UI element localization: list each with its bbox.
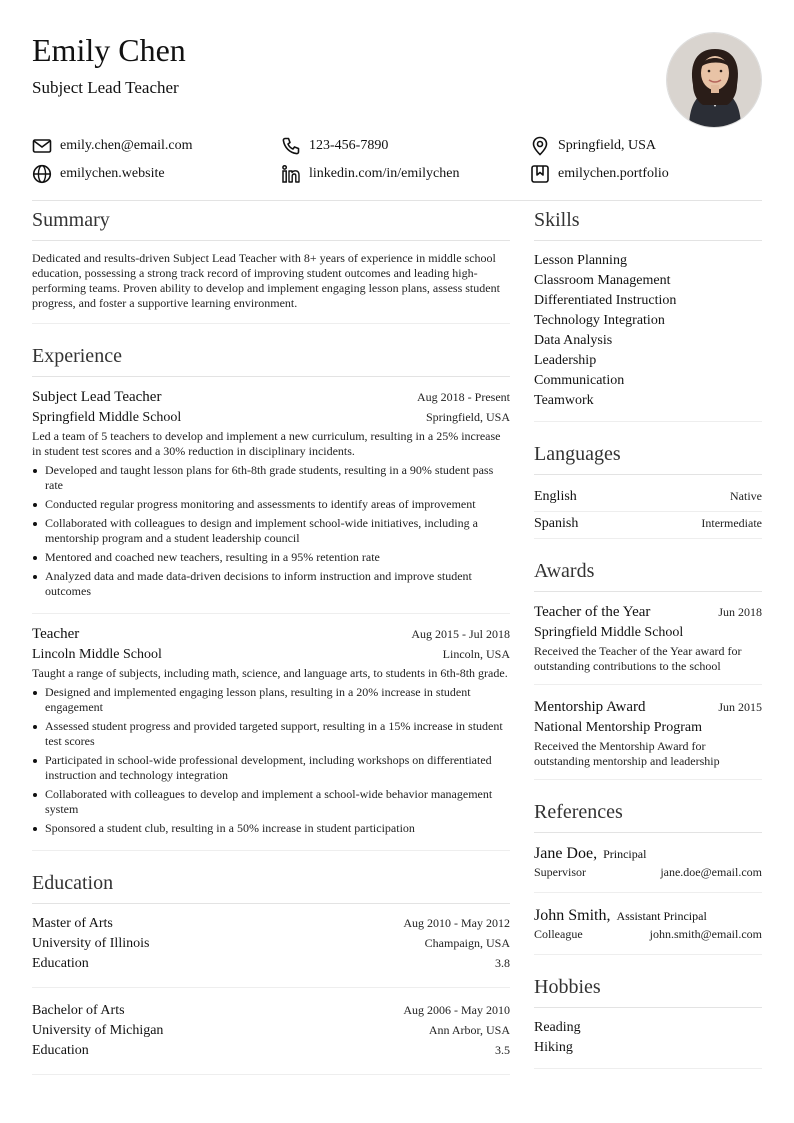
award-entry xyxy=(534,602,762,685)
contact-email-text: emily.chen@email.com xyxy=(60,138,193,153)
language-item xyxy=(534,512,762,539)
reference-name: John Smith, xyxy=(534,907,611,924)
achievement-item: Developed and taught lesson plans for 6th-8th grade students, resulting in a 90% student pass rate xyxy=(32,463,510,493)
education-heading: Education xyxy=(32,869,510,904)
hobbies-heading: Hobbies xyxy=(534,973,762,1008)
references-heading: References xyxy=(534,798,762,833)
award-date: Jun 2018 xyxy=(718,605,762,619)
school-location: Champaign, USA xyxy=(424,936,510,950)
contact-website[interactable] xyxy=(32,161,165,187)
job-dates: Aug 2018 - Present xyxy=(417,390,510,404)
achievement-item: Assessed student progress and provided targeted support, resulting in a 15% increase in student test scores xyxy=(32,719,510,749)
globe-icon xyxy=(32,164,52,184)
job-achievements xyxy=(32,463,510,599)
experience-section xyxy=(32,342,510,851)
award-organization: Springfield Middle School xyxy=(534,625,684,640)
languages-section xyxy=(534,440,762,539)
skill-item: Technology Integration xyxy=(534,313,665,328)
degree: Bachelor of Arts xyxy=(32,1003,125,1018)
side-column xyxy=(534,206,762,1087)
field-of-study: Education xyxy=(32,956,89,971)
job-description: Led a team of 5 teachers to develop and implement a new curriculum, resulting in a 25% increase in student test scores and a 30% reduction in disciplinary incidents. xyxy=(32,429,501,458)
contact-phone-text: 123-456-7890 xyxy=(309,138,389,153)
field-of-study: Education xyxy=(32,1043,89,1058)
award-title: Mentorship Award xyxy=(534,699,646,715)
reference-position: Principal xyxy=(603,847,647,861)
contact-location-text: Springfield, USA xyxy=(558,138,656,153)
achievement-item: Mentored and coached new teachers, resulting in a 95% retention rate xyxy=(32,550,510,565)
experience-entry xyxy=(32,387,510,614)
reference-name: Jane Doe, xyxy=(534,845,598,862)
job-role: Teacher xyxy=(32,626,80,642)
education-dates: Aug 2006 - May 2010 xyxy=(403,1003,510,1017)
header-divider xyxy=(32,200,762,201)
skill-item: Communication xyxy=(534,373,625,388)
language-level: Intermediate xyxy=(701,516,762,530)
education-dates: Aug 2010 - May 2012 xyxy=(403,916,510,930)
gpa: 3.5 xyxy=(495,1043,510,1057)
award-title: Teacher of the Year xyxy=(534,604,651,620)
job-achievements xyxy=(32,685,510,836)
achievement-item: Designed and implemented engaging lesson plans, resulting in a 20% increase in student engagement xyxy=(32,685,510,715)
candidate-title: Subject Lead Teacher xyxy=(32,78,179,97)
main-column xyxy=(32,206,510,1093)
contact-portfolio-text: emilychen.portfolio xyxy=(558,166,669,181)
reference-relation: Colleague xyxy=(534,927,583,941)
job-role: Subject Lead Teacher xyxy=(32,389,162,405)
language-level: Native xyxy=(730,489,762,503)
reference-email[interactable]: jane.doe@email.com xyxy=(660,865,762,879)
school-location: Ann Arbor, USA xyxy=(428,1023,510,1037)
contact-location xyxy=(530,133,656,159)
degree: Master of Arts xyxy=(32,916,113,931)
summary-section xyxy=(32,206,510,324)
education-section xyxy=(32,869,510,1075)
award-description: Received the Mentorship Award for outstanding mentorship and leadership xyxy=(534,739,720,768)
achievement-item: Collaborated with colleagues to design and implement school-wide initiatives, including a mentorship program and a student leadership council xyxy=(32,516,510,546)
experience-heading: Experience xyxy=(32,342,510,377)
skill-item: Differentiated Instruction xyxy=(534,293,677,308)
location-pin-icon xyxy=(530,136,550,156)
hobbies-list xyxy=(534,1018,762,1069)
achievement-item: Conducted regular progress monitoring and assessments to identify areas of improvement xyxy=(32,497,510,512)
mail-icon xyxy=(32,136,52,156)
reference-email[interactable]: john.smith@email.com xyxy=(649,927,762,941)
skills-list xyxy=(534,251,762,422)
education-entry xyxy=(32,1001,510,1075)
job-location: Lincoln, USA xyxy=(442,647,510,661)
references-section xyxy=(534,798,762,955)
school: University of Illinois xyxy=(32,936,150,951)
school: University of Michigan xyxy=(32,1023,164,1038)
skill-item: Lesson Planning xyxy=(534,253,627,268)
achievement-item: Analyzed data and made data-driven decisions to inform instruction and improve student outcomes xyxy=(32,569,510,599)
job-description: Taught a range of subjects, including math, science, and language arts, to students in 6th-8th grade. xyxy=(32,666,508,680)
education-entry xyxy=(32,914,510,988)
language-name: Spanish xyxy=(534,516,579,531)
award-organization: National Mentorship Program xyxy=(534,720,702,735)
linkedin-icon xyxy=(281,164,301,184)
skills-section xyxy=(534,206,762,422)
job-dates: Aug 2015 - Jul 2018 xyxy=(411,627,510,641)
contact-phone[interactable] xyxy=(281,133,388,159)
contact-linkedin[interactable] xyxy=(281,161,459,187)
job-organization: Lincoln Middle School xyxy=(32,647,162,662)
job-location: Springfield, USA xyxy=(426,410,510,424)
skill-item: Classroom Management xyxy=(534,273,671,288)
candidate-name: Emily Chen xyxy=(32,32,186,68)
skill-item: Leadership xyxy=(534,353,597,368)
awards-heading: Awards xyxy=(534,557,762,592)
achievement-item: Collaborated with colleagues to develop and implement a school-wide behavior management system xyxy=(32,787,510,817)
resume-header xyxy=(32,30,762,130)
contact-website-text: emilychen.website xyxy=(60,166,165,181)
contact-portfolio[interactable] xyxy=(530,161,669,187)
summary-text: Dedicated and results-driven Subject Lead Teacher with 8+ years of experience in middle school education, possessing a strong track record of improving student outcomes and leading high-performing teams. Proven ability to develop and implement engaging lesson plans, assess student progress, and foster a supportive learning environment. xyxy=(32,251,510,324)
experience-entry xyxy=(32,624,510,851)
contact-email[interactable] xyxy=(32,133,193,159)
language-item xyxy=(534,485,762,512)
hobby-item: Reading xyxy=(534,1020,581,1035)
reference-position: Assistant Principal xyxy=(616,909,707,923)
reference-entry xyxy=(534,905,762,955)
skill-item: Teamwork xyxy=(534,393,594,408)
award-date: Jun 2015 xyxy=(718,700,762,714)
language-name: English xyxy=(534,489,577,504)
reference-relation: Supervisor xyxy=(534,865,586,879)
award-entry xyxy=(534,697,762,780)
awards-section xyxy=(534,557,762,780)
summary-heading: Summary xyxy=(32,206,510,241)
award-description: Received the Teacher of the Year award for outstanding contributions to the school xyxy=(534,644,742,673)
hobby-item: Hiking xyxy=(534,1040,573,1055)
hobbies-section xyxy=(534,973,762,1069)
profile-photo xyxy=(666,32,762,128)
achievement-item: Sponsored a student club, resulting in a 50% increase in student participation xyxy=(32,821,510,836)
contact-linkedin-text: linkedin.com/in/emilychen xyxy=(309,166,460,181)
languages-heading: Languages xyxy=(534,440,762,475)
skills-heading: Skills xyxy=(534,206,762,241)
reference-entry xyxy=(534,843,762,893)
portfolio-icon xyxy=(530,164,550,184)
phone-icon xyxy=(281,136,301,156)
achievement-item: Participated in school-wide professional development, including workshops on differentiated instruction and technology integration xyxy=(32,753,510,783)
job-organization: Springfield Middle School xyxy=(32,410,182,425)
gpa: 3.8 xyxy=(495,956,510,970)
skill-item: Data Analysis xyxy=(534,333,613,348)
